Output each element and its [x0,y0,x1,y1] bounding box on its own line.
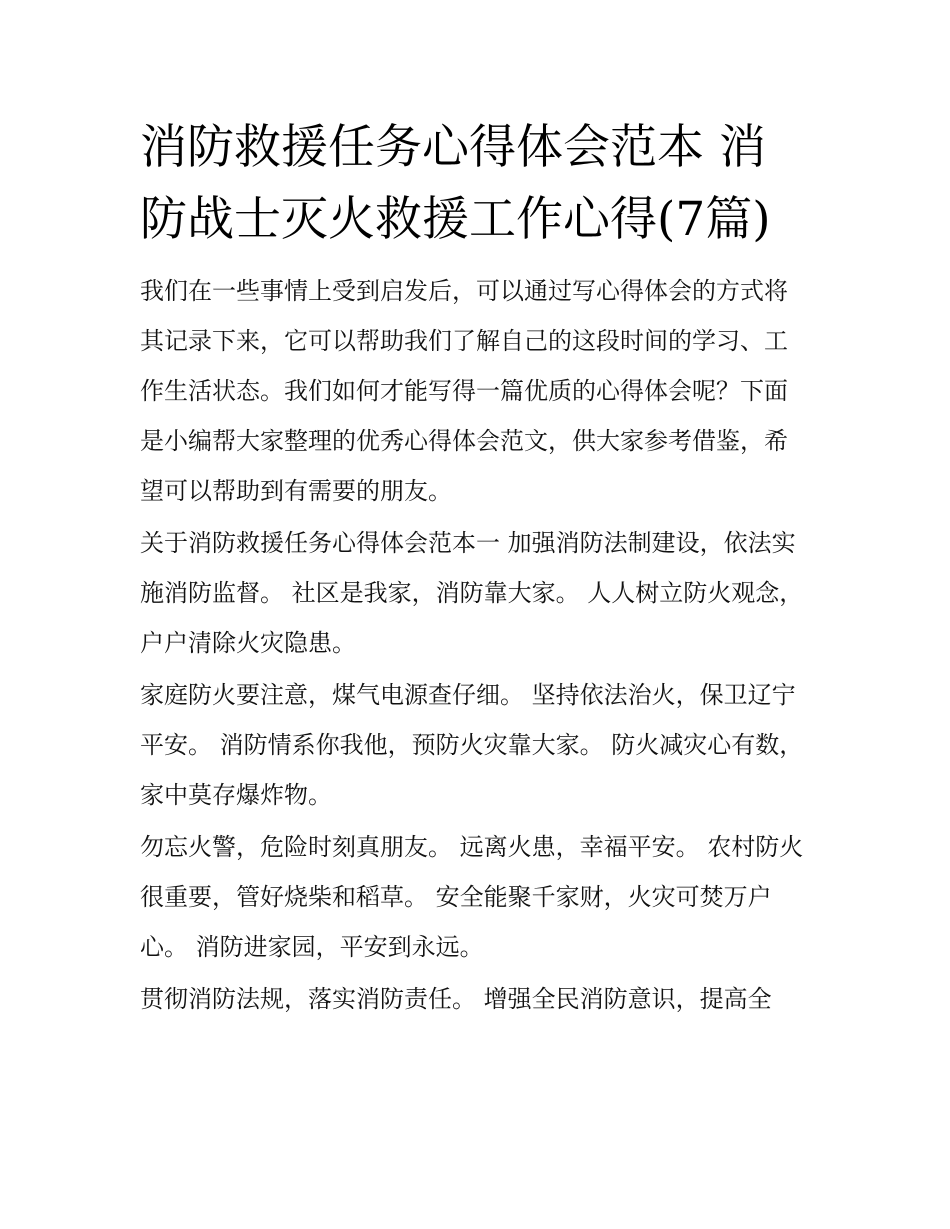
paragraph-2: 家庭防火要注意，煤气电源查仔细。 坚持依法治火，保卫辽宁平安。 消防情系你我他，预防火灾靠大家。 防火减灾心有数，家中莫存爆炸物。 [140,681,804,809]
paragraph-4: 贯彻消防法规，落实消防责任。 增强全民消防意识，提高全 [140,985,772,1013]
paragraph-3: 勿忘火警，危险时刻真朋友。 远离火患，幸福平安。 农村防火很重要，管好烧柴和稻草。 安全能聚千家财，火灾可焚万户心。 消防进家园，平安到永远。 [140,833,804,961]
paragraph-1: 关于消防救援任务心得体会范本一 加强消防法制建设，依法实施消防监督。 社区是我家，消防靠大家。 人人树立防火观念，户户清除火灾隐患。 [140,529,804,657]
paragraph-intro: 我们在一些事情上受到启发后，可以通过写心得体会的方式将其记录下来，它可以帮助我们了解自己的这段时间的学习、工作生活状态。我们如何才能写得一篇优质的心得体会呢？下面是小编帮大家整理的优秀心得体会范文，供大家参考借鉴，希望可以帮助到有需要的朋友。 [140,277,788,505]
document-title: 消防救援任务心得体会范本 消防战士灭火救援工作心得(7篇) [140,120,771,247]
